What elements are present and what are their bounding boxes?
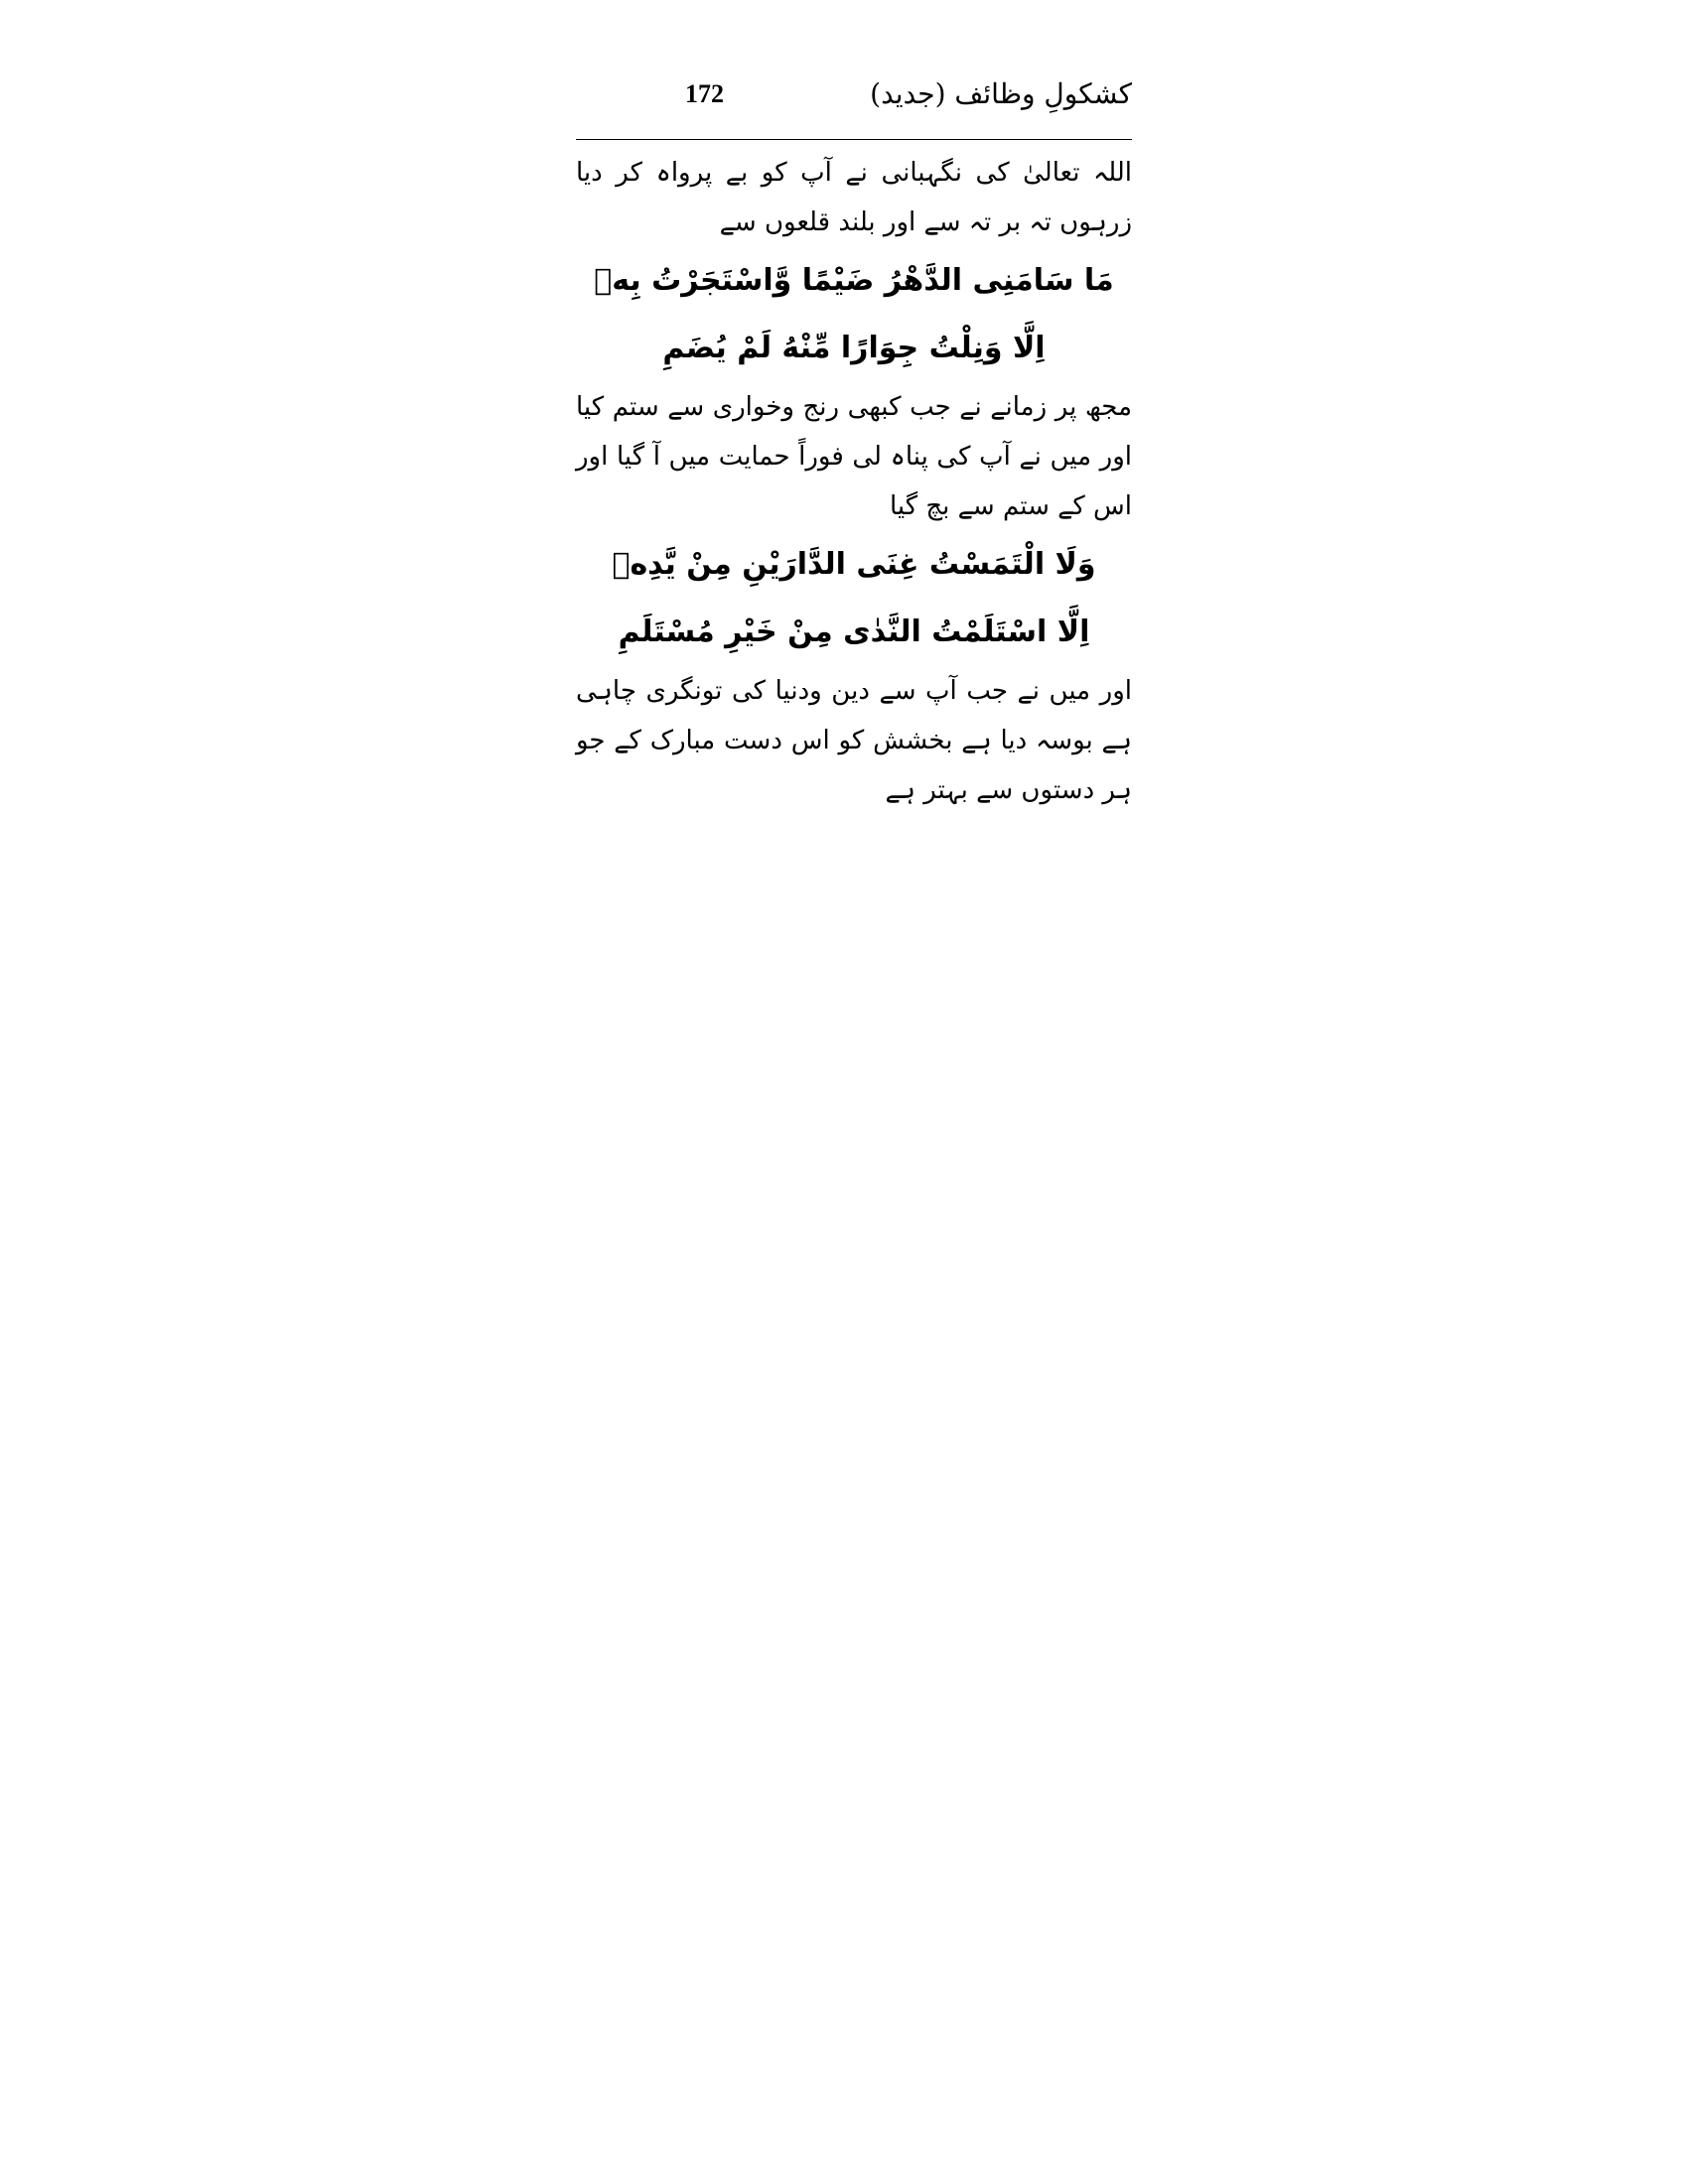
- urdu-paragraph-3: اور میں نے جب آپ سے دین ودنیا کی تونگری چاہی ہے بوسہ دیا ہے بخشش کو اس دست مبارک کے جو ہر دستوں سے بہتر ہے: [576, 676, 1132, 805]
- book-title: کشکولِ وظائف (جدید): [870, 77, 1132, 110]
- arabic-verse-1: مَا سَامَنِی الدَّهْرُ ضَيْمًا وَّاسْتَجَرْتُ بِهٖ: [594, 263, 1114, 298]
- urdu-paragraph-2: مجھ پر زمانے نے جب کبھی رنج وخواری سے ستم کیا اور میں نے آپ کی پناہ لی فوراً حمایت میں آ گیا اور اس کے ستم سے بچ گیا: [576, 392, 1132, 521]
- arabic-verse-2: اِلَّا وَنِلْتُ جِوَارًا مِّنْهُ لَمْ يُضَمِ: [662, 331, 1046, 365]
- page-text-block: [576, 60, 1132, 815]
- running-header: [576, 60, 1132, 140]
- page-number: 172: [685, 79, 724, 108]
- urdu-paragraph-1: اللہ تعالیٰ کی نگہبانی نے آپ کو بے پرواہ کر دیا زرہوں تہ بر تہ سے اور بلند قلعوں سے: [576, 158, 1132, 237]
- arabic-verse-3: وَلَا الْتَمَسْتُ غِنَى الدَّارَيْنِ مِنْ يَّدِهٖ: [612, 547, 1096, 582]
- arabic-verse-4: اِلَّا اسْتَلَمْتُ النَّدٰى مِنْ خَيْرِ مُسْتَلَمِ: [618, 614, 1090, 649]
